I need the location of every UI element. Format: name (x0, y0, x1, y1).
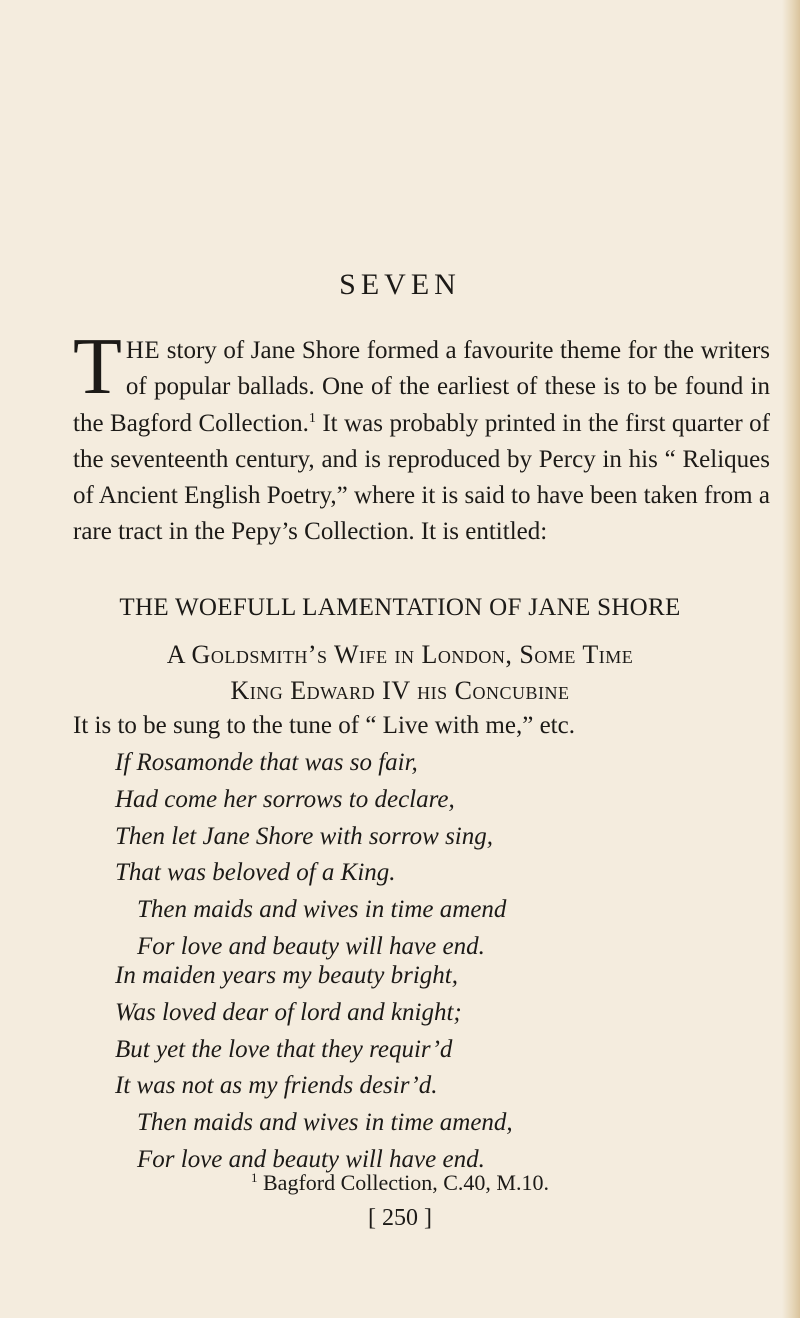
page-number: [ 250 ] (368, 1205, 432, 1231)
tune-note: It is to be sung to the tune of “ Live with me,” etc. (73, 712, 575, 739)
opening-paragraph (73, 323, 770, 551)
refrain-line: Then maids and wives in time amend (137, 896, 507, 924)
footnote-text: Bagford Collection, C.40, M.10. (257, 1170, 549, 1195)
footnote (0, 1170, 800, 1196)
stanza-1 (115, 745, 755, 966)
refrain-line: Then maids and wives in time amend, (137, 1109, 513, 1137)
ballad-title: THE WOEFULL LAMENTATION OF JANE SHORE (119, 594, 681, 621)
verse-line: But yet the love that they requir’d (115, 1035, 453, 1063)
verse-line: Had come her sorrows to declare, (115, 785, 455, 813)
footnote-marker: 1 (251, 1170, 258, 1185)
verse-line: It was not as my friends desir’d. (115, 1072, 438, 1100)
verse-line: Was loved dear of lord and knight; (115, 998, 462, 1026)
drop-cap: T (73, 323, 122, 411)
verse-line: If Rosamonde that was so fair, (115, 749, 418, 776)
verse-line: In maiden years my beauty bright, (115, 962, 458, 989)
ballad-subtitle-1: A Goldsmith’s Wife in London, Some Time (166, 640, 634, 669)
verse-line: Then let Jane Shore with sorrow sing, (115, 822, 494, 850)
footnote-reference: 1 (308, 410, 316, 426)
opening-word: HE (125, 337, 161, 364)
ballad-subtitle-2: King Edward IV his Concubine (230, 676, 570, 705)
verse-line: That was beloved of a King. (115, 859, 396, 887)
stanza-2 (115, 958, 755, 1179)
paragraph-text-1: story of Jane Shore formed a favourite theme for the writers of popular ballads. One of the earliest of these is to be found in the Bagford Collection. (73, 337, 770, 437)
paragraph-text-2: It was probably printed in the first quarter of the seventeenth century, and is reproduced by Percy in his “ Reliques of Ancient English Poetry,” where it is said to have been taken from a rare tract in the Pepy’s Collection. It is entitled: (73, 409, 770, 546)
refrain-line: For love and beauty will have end. (137, 932, 485, 960)
chapter-heading: SEVEN (339, 268, 461, 301)
refrain-line: For love and beauty will have end. (137, 1145, 485, 1173)
